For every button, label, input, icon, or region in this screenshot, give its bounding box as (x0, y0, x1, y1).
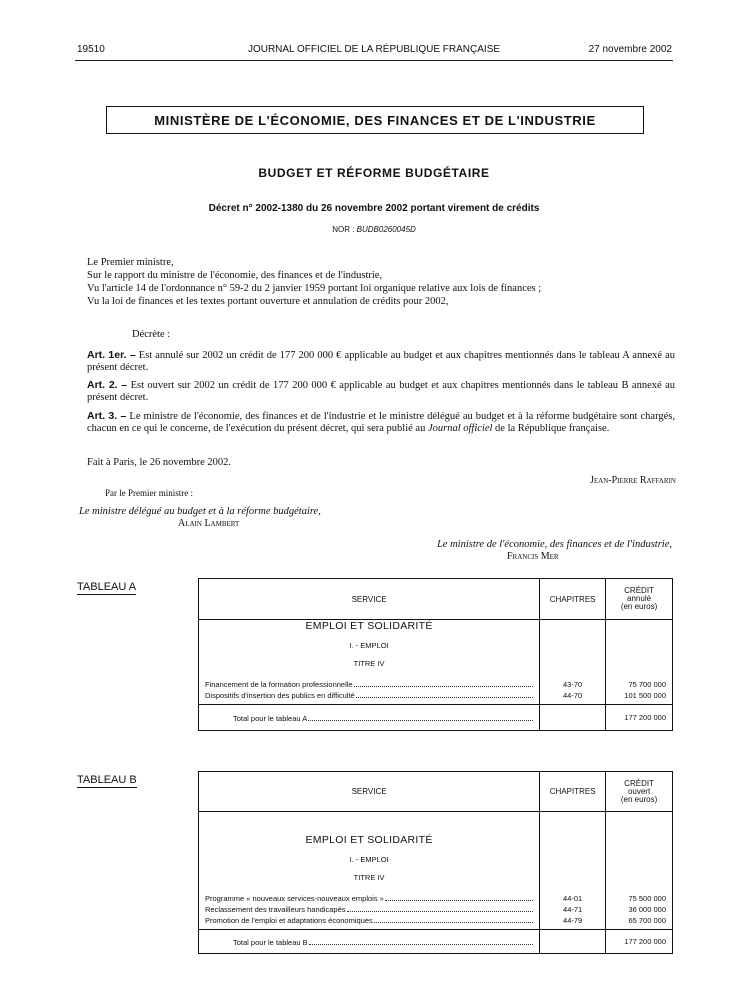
col-service: SERVICE (199, 772, 540, 812)
delegate-name: Alain Lambert (178, 518, 240, 529)
table-row (205, 903, 533, 914)
table-a-label: TABLEAU A (77, 581, 137, 593)
table-row (205, 914, 533, 925)
table-row (205, 892, 533, 903)
leader-dots (374, 922, 533, 923)
table-b-label: TABLEAU B (77, 774, 137, 786)
table-row (205, 678, 533, 689)
minister-name: Francis Mer (507, 551, 559, 562)
nor-value: BUDB0260045D (356, 225, 416, 234)
row-label: Dispositifs d'insertion des publics en difficulté (205, 691, 355, 700)
journal-officiel-italic: Journal officiel (427, 422, 493, 434)
table-a (198, 578, 673, 731)
page-number: 19510 (77, 44, 105, 55)
col-chapitres: CHAPITRES (540, 772, 606, 812)
article-label: Art. 3. – (87, 410, 127, 422)
article-text-end: de la République française. (492, 422, 610, 434)
article-text: Le ministre de l'économie, des finances et de l'industrie et le ministre délégué au budget et à la réforme budgétaire sont chargés, chacun en ce qui le concerne, de l'exécution du présent décret, qui sera publié au (87, 411, 676, 434)
preamble-line: Vu la loi de finances et les textes portant ouverture et annulation de crédits pour 2002, (87, 296, 449, 307)
done-at: Fait à Paris, le 26 novembre 2002. (87, 457, 232, 468)
row-chapitre: 44-01 (563, 894, 583, 903)
credit-head-line: annulé (627, 594, 652, 603)
article-text: Est annulé sur 2002 un crédit de 177 200 000 € applicable au budget et aux chapitres mentionnés dans le tableau A annexé au présent décret. (87, 350, 676, 373)
preamble-line: Sur le rapport du ministre de l'économie, des finances et de l'industrie, (87, 270, 383, 281)
ministry-heading (106, 106, 644, 134)
row-label: Programme « nouveaux services-nouveaux emplois » (205, 894, 384, 903)
service-title: EMPLOI ET SOLIDARITÉ (305, 620, 433, 632)
leader-dots (309, 944, 534, 945)
service-sub1: I. - EMPLOI (349, 641, 389, 650)
decree-title: Décret n° 2002-1380 du 26 novembre 2002 portant virement de crédits (208, 203, 540, 214)
col-credit (606, 579, 673, 620)
article-2 (87, 380, 675, 403)
total-value: 177 200 000 (606, 705, 673, 731)
row-label: Reclassement des travailleurs handicapés (205, 905, 346, 914)
total-label: Total pour le tableau B (233, 938, 308, 947)
chapitres-cell (540, 812, 606, 930)
leader-dots (385, 900, 533, 901)
preamble-line: Vu l'article 14 de l'ordonnance n° 59-2 du 2 janvier 1959 portant loi organique relative aux lois de finances ; (87, 283, 542, 294)
col-credit (606, 772, 673, 812)
service-sub1: I. - EMPLOI (349, 855, 389, 864)
decrete-label: Décrète : (132, 329, 171, 340)
row-chapitre: 43-70 (563, 680, 583, 689)
preamble-line: Le Premier ministre, (87, 257, 174, 268)
service-cell (199, 812, 540, 930)
leader-dots (356, 697, 533, 698)
article-text: Est ouvert sur 2002 un crédit de 177 200 000 € applicable au budget et aux chapitres mentionnés dans le tableau B annexé au présent décret. (87, 380, 675, 403)
nor-label: NOR : (332, 225, 355, 234)
row-label: Financement de la formation professionnelle (205, 680, 353, 689)
service-cell (199, 620, 540, 705)
service-block (199, 812, 673, 930)
total-row (199, 705, 673, 731)
col-service: SERVICE (199, 579, 540, 620)
total-line (233, 936, 533, 947)
service-block (199, 620, 673, 705)
leader-dots (347, 911, 534, 912)
nor-reference (0, 225, 748, 234)
credit-head-line: ouvert (627, 786, 651, 796)
row-credit: 36 000 000 (628, 905, 666, 914)
total-label: Total pour le tableau A (233, 714, 308, 723)
by-pm-label: Par le Premier ministre : (105, 488, 193, 498)
table-header (199, 579, 673, 620)
article-1 (87, 350, 675, 373)
credit-cell (606, 620, 673, 705)
table-row (205, 689, 533, 700)
total-row (199, 930, 673, 954)
row-credit: 101 500 000 (624, 691, 666, 700)
credit-head-line: (en euros) (620, 602, 658, 611)
leader-dots (308, 720, 533, 721)
col-chapitres: CHAPITRES (540, 579, 606, 620)
row-credit: 75 500 000 (628, 894, 666, 903)
table-header (199, 772, 673, 812)
service-sub2: TITRE IV (353, 659, 385, 668)
row-label: Promotion de l'emploi et adaptations économiques (205, 916, 373, 925)
credit-head-line: CRÉDIT (624, 586, 654, 595)
header-rule (75, 60, 673, 61)
service-title: EMPLOI ET SOLIDARITÉ (305, 834, 433, 846)
ministry-name: MINISTÈRE DE L'ÉCONOMIE, DES FINANCES ET DE L'INDUSTRIE (154, 112, 596, 128)
chapitres-cell (540, 620, 606, 705)
total-label-cell (199, 705, 540, 731)
table-b (198, 771, 673, 954)
delegate-title: Le ministre délégué au budget et à la réforme budgétaire, (79, 506, 321, 517)
leader-dots (354, 686, 534, 687)
issue-date: 27 novembre 2002 (588, 44, 672, 55)
total-chapitre-cell (540, 930, 606, 954)
article-label: Art. 1er. – (87, 349, 136, 361)
credit-cell (606, 812, 673, 930)
article-3 (87, 411, 675, 434)
preamble (87, 256, 687, 308)
credit-head-line: CRÉDIT (624, 778, 654, 788)
row-chapitre: 44-71 (563, 905, 583, 914)
total-line (233, 712, 533, 723)
minister-title: Le ministre de l'économie, des finances et de l'industrie, (436, 539, 672, 550)
signatory-pm: Jean-Pierre Raffarin (590, 475, 676, 486)
row-chapitre: 44-79 (563, 916, 583, 925)
journal-title: JOURNAL OFFICIEL DE LA RÉPUBLIQUE FRANÇAISE (247, 44, 501, 55)
total-label-cell (199, 930, 540, 954)
row-credit: 75 700 000 (628, 680, 666, 689)
service-sub2: TITRE IV (353, 873, 385, 882)
row-credit: 65 700 000 (628, 916, 666, 925)
section-title: BUDGET ET RÉFORME BUDGÉTAIRE (258, 166, 490, 180)
total-chapitre-cell (540, 705, 606, 731)
credit-head-line: (en euros) (620, 794, 658, 804)
article-label: Art. 2. – (87, 379, 128, 391)
total-value: 177 200 000 (606, 930, 673, 954)
row-chapitre: 44-70 (563, 691, 583, 700)
